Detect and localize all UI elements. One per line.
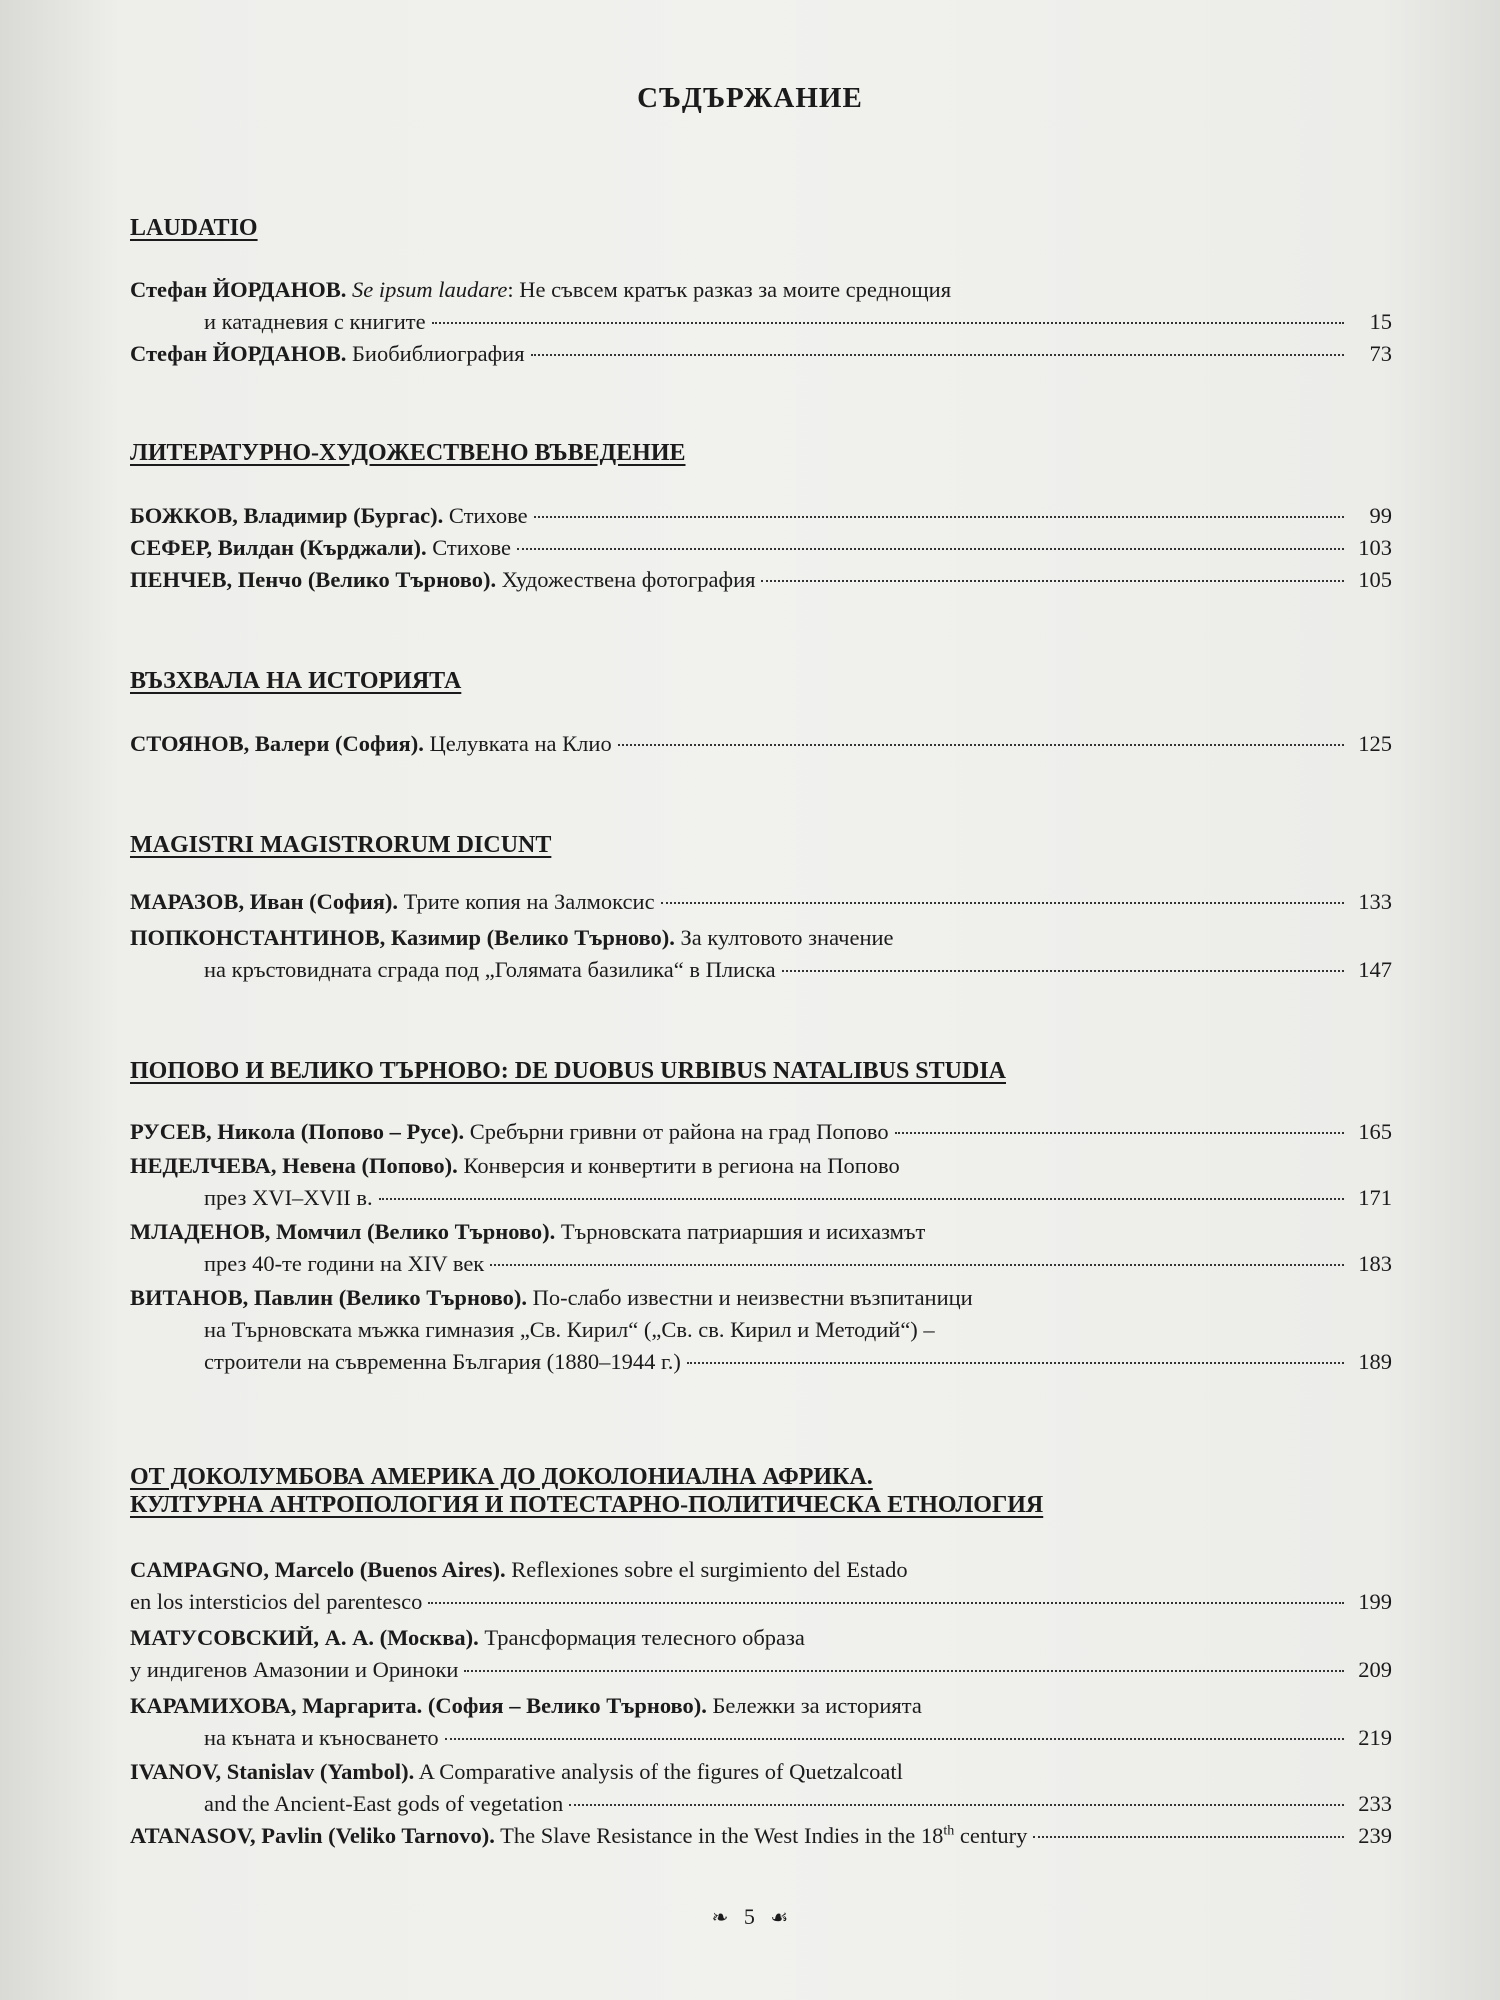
- entry-page: 199: [1358, 1589, 1392, 1614]
- entry-page: 105: [1358, 567, 1392, 592]
- entry-author-rest: , Павлин (Велико Търново).: [242, 1285, 527, 1310]
- entry-author: РУСЕВ: [130, 1119, 206, 1144]
- entry-page: 125: [1358, 731, 1392, 756]
- entry-title: Бележки за историята: [712, 1693, 922, 1718]
- entry-author-rest: , Stanislav (Yambol).: [215, 1759, 415, 1784]
- dot-leader: [445, 1738, 1344, 1740]
- toc-entry[interactable]: [130, 274, 1392, 338]
- toc-entry[interactable]: [130, 1820, 1392, 1852]
- entry-title: The Slave Resistance in the West Indies in the 18: [500, 1823, 944, 1848]
- dot-leader: [428, 1602, 1344, 1604]
- entry-author: КАРАМИХОВА: [130, 1693, 291, 1718]
- dot-leader: [1033, 1836, 1344, 1838]
- entry-title-cont: през 40-те години на XIV век: [204, 1251, 485, 1276]
- section-heading-laudatio: LAUDATIO: [130, 215, 258, 241]
- entry-page: 15: [1369, 309, 1392, 334]
- entry-title-cont: на къната и къносването: [204, 1725, 439, 1750]
- toc-entry[interactable]: [130, 532, 1392, 564]
- section-heading-history: ВЪЗХВАЛА НА ИСТОРИЯТА: [130, 668, 462, 694]
- entry-author: CAMPAGNO: [130, 1557, 264, 1582]
- entry-title-cont: en los intersticios del parentesco: [130, 1589, 423, 1614]
- page-number: 5: [743, 1904, 755, 1929]
- entry-page: 147: [1358, 957, 1392, 982]
- entry-author-rest: , Маргарита. (София – Велико Търново).: [290, 1693, 707, 1718]
- toc-entry[interactable]: [130, 1116, 1392, 1148]
- dot-leader: [464, 1670, 1344, 1672]
- entry-title-italic: Se ipsum laudare: [352, 277, 508, 302]
- entry-page: 99: [1369, 503, 1392, 528]
- ornament-left-icon: ❧: [711, 1907, 729, 1929]
- entry-author: НЕДЕЛЧЕВА: [130, 1153, 271, 1178]
- entry-page: 189: [1358, 1349, 1392, 1374]
- dot-leader: [895, 1132, 1344, 1134]
- entry-page: 233: [1358, 1791, 1392, 1816]
- entry-title-cont: строители на съвременна България (1880–1944 г.): [204, 1349, 681, 1374]
- entry-page: 171: [1358, 1185, 1392, 1210]
- entry-author: Стефан ЙОРДАНОВ.: [130, 277, 347, 302]
- entry-title-sup: th: [943, 1823, 955, 1839]
- entry-title: Целувката на Клио: [429, 731, 612, 756]
- entry-page: 209: [1358, 1657, 1392, 1682]
- entry-title: За култовото значение: [680, 925, 894, 950]
- entry-author-rest: , Вилдан (Кърджали).: [206, 535, 427, 560]
- entry-author: МАТУСОВСКИЙ: [130, 1625, 314, 1650]
- entry-author: МЛАДЕНОВ: [130, 1219, 265, 1244]
- entry-title-cont: and the Ancient-East gods of vegetation: [204, 1791, 564, 1816]
- entry-author-rest: , Невена (Попово).: [270, 1153, 458, 1178]
- dot-leader: [534, 516, 1344, 518]
- entry-page: 73: [1369, 341, 1392, 366]
- entry-title: Търновската патриаршия и исихазмът: [560, 1219, 926, 1244]
- toc-entry[interactable]: [130, 1690, 1392, 1754]
- entry-title: Сребърни гривни от района на град Попово: [469, 1119, 889, 1144]
- entry-title: По-слабо известни и неизвестни възпитаници: [532, 1285, 973, 1310]
- entry-author: ПЕНЧЕВ: [130, 567, 227, 592]
- entry-title-cont: у индигенов Амазонии и Ориноки: [130, 1657, 459, 1682]
- section-heading-anthropology-line2: КУЛТУРНА АНТРОПОЛОГИЯ И ПОТЕСТАРНО-ПОЛИТИЧЕСКА ЕТНОЛОГИЯ: [130, 1492, 1044, 1518]
- entry-title-cont: и катадневия с книгите: [204, 309, 426, 334]
- entry-title-cont: на кръстовидната сграда под „Голямата базилика“ в Плиска: [204, 957, 776, 982]
- entry-author: БОЖКОВ: [130, 503, 233, 528]
- toc-entry[interactable]: [130, 338, 1392, 370]
- entry-author: СТОЯНОВ: [130, 731, 244, 756]
- entry-author: МАРАЗОВ: [130, 889, 239, 914]
- entry-author: ПОПКОНСТАНТИНОВ: [130, 925, 380, 950]
- dot-leader: [531, 354, 1344, 356]
- page-title: СЪДЪРЖАНИЕ: [637, 82, 863, 114]
- entry-page: 239: [1358, 1823, 1392, 1848]
- toc-entry[interactable]: [130, 1554, 1392, 1618]
- entry-page: 165: [1358, 1119, 1392, 1144]
- dot-leader: [782, 970, 1344, 972]
- section-heading-popovo-tarnovo: ПОПОВО И ВЕЛИКО ТЪРНОВО: DE DUOBUS URBIBUS NATALIBUS STUDIA: [130, 1058, 1006, 1084]
- entry-author-rest: , Казимир (Велико Търново).: [379, 925, 675, 950]
- entry-author-rest: , Pavlin (Veliko Tarnovo).: [250, 1823, 495, 1848]
- entry-title: Стихове: [448, 503, 528, 528]
- entry-title-cont: на Търновската мъжка гимназия „Св. Кирил“ („Св. св. Кирил и Методий“) –: [204, 1317, 935, 1342]
- entry-author-rest: , А. А. (Москва).: [313, 1625, 479, 1650]
- toc-entry[interactable]: [130, 922, 1392, 986]
- entry-title: A Comparative analysis of the figures of Quetzalcoatl: [418, 1759, 903, 1784]
- dot-leader: [490, 1264, 1344, 1266]
- entry-author-rest: , Никола (Попово – Русе).: [205, 1119, 465, 1144]
- dot-leader: [569, 1804, 1344, 1806]
- entry-title: Трансформация телесного образа: [484, 1625, 805, 1650]
- entry-title: Трите копия на Залмоксис: [403, 889, 655, 914]
- toc-entry[interactable]: [130, 564, 1392, 596]
- entry-title: Биобиблиография: [352, 341, 525, 366]
- entry-title-after: century: [954, 1823, 1028, 1848]
- section-heading-anthropology: ОТ ДОКОЛУМБОВА АМЕРИКА ДО ДОКОЛОНИАЛНА АФРИКА.: [130, 1464, 873, 1490]
- toc-entry[interactable]: [130, 1150, 1392, 1214]
- toc-entry[interactable]: [130, 728, 1392, 760]
- section-heading-literary: ЛИТЕРАТУРНО-ХУДОЖЕСТВЕНО ВЪВЕДЕНИЕ: [130, 440, 686, 466]
- entry-title: : Не съвсем кратък разказ за моите среднощия: [507, 277, 952, 302]
- dot-leader: [517, 548, 1344, 550]
- toc-entry[interactable]: [130, 1622, 1392, 1686]
- dot-leader: [432, 322, 1344, 324]
- entry-author: ATANASOV: [130, 1823, 251, 1848]
- toc-entry[interactable]: [130, 500, 1392, 532]
- toc-entry[interactable]: [130, 886, 1392, 918]
- dot-leader: [618, 744, 1344, 746]
- entry-author-rest: , Валери (София).: [243, 731, 424, 756]
- toc-entry[interactable]: [130, 1282, 1392, 1378]
- entry-title: Художествена фотография: [501, 567, 756, 592]
- entry-author-rest: , Пенчо (Велико Търново).: [226, 567, 497, 592]
- entry-page: 219: [1358, 1725, 1392, 1750]
- entry-author-rest: , Иван (София).: [238, 889, 398, 914]
- entry-author-rest: , Marcelo (Buenos Aires).: [263, 1557, 506, 1582]
- toc-entry[interactable]: [130, 1756, 1392, 1820]
- entry-page: 183: [1358, 1251, 1392, 1276]
- entry-title-cont: през XVI–XVII в.: [204, 1185, 373, 1210]
- entry-author: IVANOV: [130, 1759, 216, 1784]
- entry-author: ВИТАНОВ: [130, 1285, 243, 1310]
- entry-page: 133: [1358, 889, 1392, 914]
- dot-leader: [761, 580, 1344, 582]
- entry-author: Стефан ЙОРДАНОВ.: [130, 341, 347, 366]
- dot-leader: [687, 1362, 1344, 1364]
- entry-title: Конверсия и конвертити в региона на Попово: [463, 1153, 900, 1178]
- entry-page: 103: [1358, 535, 1392, 560]
- dot-leader: [379, 1198, 1344, 1200]
- toc-entry[interactable]: [130, 1216, 1392, 1280]
- entry-author-rest: , Момчил (Велико Търново).: [264, 1219, 556, 1244]
- ornament-right-icon: ☙: [770, 1907, 789, 1929]
- entry-author-rest: , Владимир (Бургас).: [232, 503, 444, 528]
- dot-leader: [661, 902, 1344, 904]
- page-footer: [0, 1904, 1500, 1930]
- entry-title: Стихове: [432, 535, 511, 560]
- entry-author: СЕФЕР: [130, 535, 207, 560]
- entry-title: Reflexiones sobre el surgimiento del Estado: [511, 1557, 908, 1582]
- section-heading-magistri: MAGISTRI MAGISTRORUM DICUNT: [130, 832, 552, 858]
